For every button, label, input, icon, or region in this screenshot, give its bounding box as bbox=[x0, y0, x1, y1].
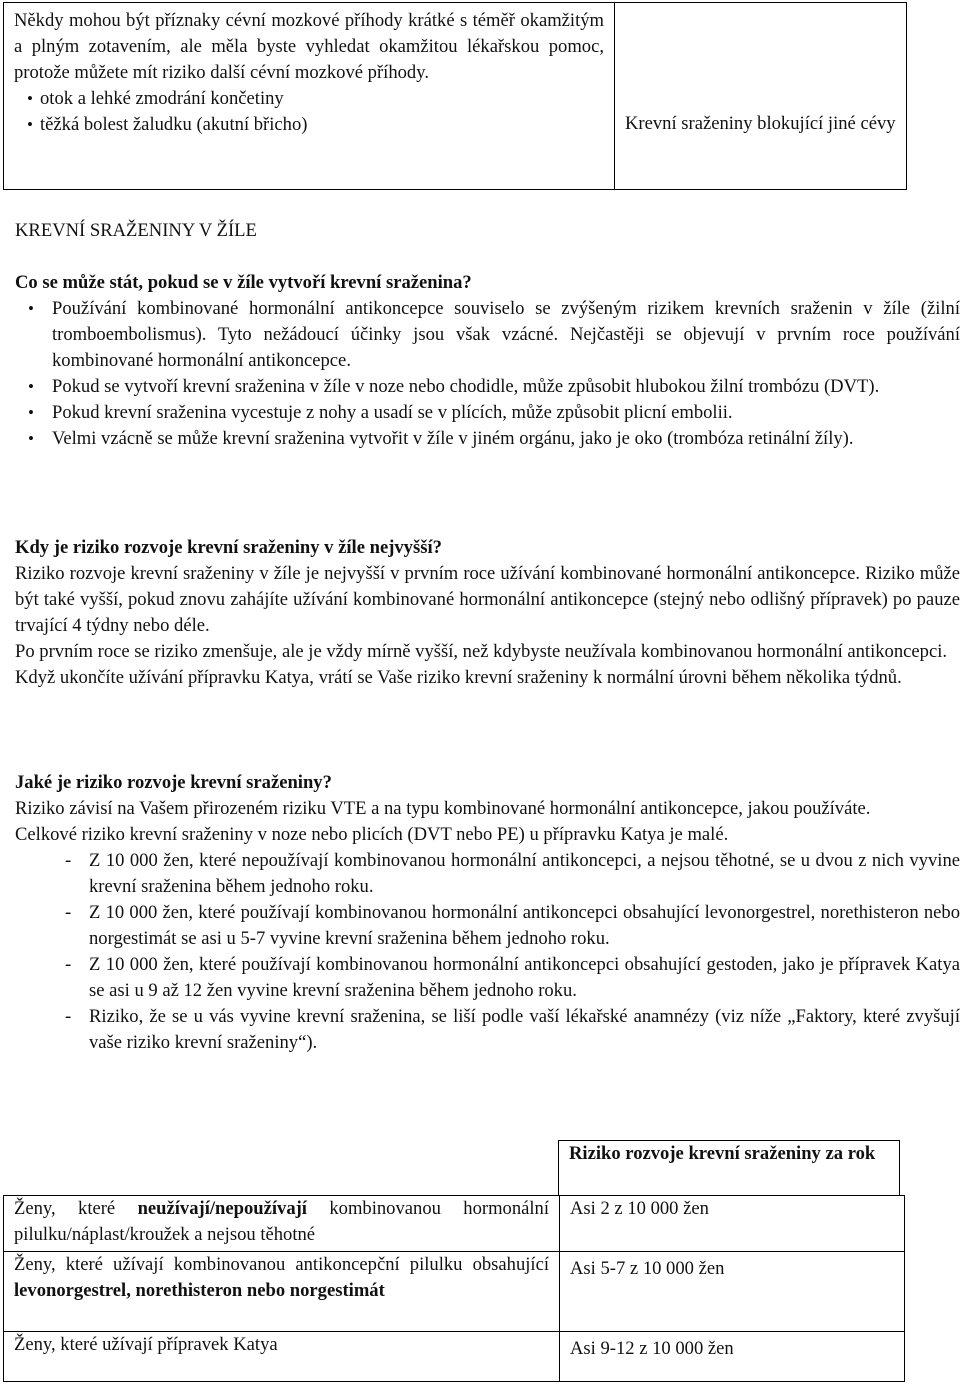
top-table-left-cell bbox=[4, 3, 615, 190]
risk-row-text: Ženy, které užívají přípravek Katya bbox=[14, 1334, 278, 1355]
risk-table bbox=[0, 1140, 960, 1388]
symptom-item: • těžká bolest žaludku (akutní břicho) bbox=[14, 112, 604, 138]
info-bullet: • Pokud krevní sraženina vycestuje z nohy a usadí se v plících, může způsobit plicní embolii. bbox=[15, 400, 960, 426]
risk-item: - Z 10 000 žen, které používají kombinovanou hormonální antikoncepci obsahující levonorgestrel, norethisteron nebo norgestimát se asi u 5-7 vyvine krevní sraženina během jednoho roku. bbox=[15, 900, 960, 952]
section-heading: Jaké je riziko rozvoje krevní sraženiny? bbox=[15, 772, 332, 793]
paragraph: Celkové riziko krevní sraženiny v noze nebo plicích (DVT nebo PE) u přípravku Katya je malé. bbox=[15, 824, 729, 845]
paragraph: Riziko závisí na Vašem přirozeném riziku VTE a na typu kombinované hormonální antikoncepce, jakou používáte. bbox=[15, 798, 871, 819]
paragraph: Když ukončíte užívání přípravku Katya, vrátí se Vaše riziko krevní sraženiny k normální úrovni během několika týdnů. bbox=[15, 667, 902, 688]
risk-row-label bbox=[4, 1252, 560, 1332]
section-when-highest bbox=[15, 535, 960, 691]
section-heading: Kdy je riziko rozvoje krevní sraženiny v žíle nejvyšší? bbox=[15, 537, 442, 558]
section-heading: Co se může stát, pokud se v žíle vytvoří krevní sraženina? bbox=[15, 272, 472, 293]
risk-row-text: kombinovanou hormonální pilulku/náplast/kroužek a nejsou těhotné bbox=[14, 1198, 550, 1245]
symptom-item: • otok a lehké zmodrání končetiny bbox=[14, 86, 604, 112]
paragraph: Po prvním roce se riziko zmenšuje, ale je vždy mírně vyšší, než kdybyste neužívala kombinovanou hormonální antikoncepci. bbox=[15, 641, 948, 662]
risk-row-emphasis: levonorgestrel, norethisteron nebo norgestimát bbox=[14, 1280, 385, 1301]
info-bullet: • Používání kombinované hormonální antikoncepce souviselo se zvýšeným rizikem krevních sraženin v žíle (žilní tromboembolismus). Tyto nežádoucí účinky jsou však vzácné. Nejčastěji se objevují v prvním roce používání kombinované hormonální antikoncepce. bbox=[15, 296, 960, 374]
risk-row-label bbox=[4, 1332, 560, 1382]
risk-row-value: Asi 2 z 10 000 žen bbox=[560, 1196, 905, 1252]
risk-row-text: Ženy, které bbox=[14, 1198, 138, 1219]
top-table-right-cell bbox=[615, 3, 907, 190]
section-title: KREVNÍ SRAŽENINY V ŽÍLE bbox=[15, 220, 257, 241]
paragraph: Riziko rozvoje krevní sraženiny v žíle je nejvyšší v prvním roce užívání kombinované hormonální antikoncepce. Riziko může být také vyšší, pokud znovu zahájíte užívání kombinované hormonální antikoncepce (stejný nebo odlišný přípravek) po pauze trvající 4 týdny nebo déle. bbox=[15, 563, 960, 636]
risk-row-value: Asi 9-12 z 10 000 žen bbox=[560, 1332, 905, 1382]
risk-item: - Riziko, že se u vás vyvine krevní sraženina, se liší podle vaší lékařské anamnézy (viz níže „Faktory, které zvyšují vaše riziko krevní sraženiny“). bbox=[15, 1004, 960, 1056]
risk-row-value: Asi 5-7 z 10 000 žen bbox=[560, 1252, 905, 1332]
risk-table-header bbox=[558, 1140, 900, 1196]
risk-row-label bbox=[4, 1196, 560, 1252]
risk-row-emphasis: neužívají/nepoužívají bbox=[137, 1198, 307, 1219]
risk-row-text: Ženy, které užívají kombinovanou antikoncepční pilulku obsahující bbox=[14, 1254, 549, 1275]
top-table bbox=[3, 2, 907, 190]
risk-header-label: Riziko rozvoje krevní sraženiny za rok bbox=[569, 1143, 876, 1164]
clot-other-vessels-text: Krevní sraženiny blokující jiné cévy bbox=[625, 113, 896, 134]
risk-item: - Z 10 000 žen, které používají kombinovanou hormonální antikoncepci obsahující gestoden, jako je přípravek Katya se asi u 9 až 12 žen vyvine krevní sraženina během jednoho roku. bbox=[15, 952, 960, 1004]
info-bullet: • Velmi vzácně se může krevní sraženina vytvořit v žíle v jiném orgánu, jako je oko (trombóza retinální žíly). bbox=[15, 426, 960, 452]
section-what-happens bbox=[15, 270, 960, 452]
info-bullet: • Pokud se vytvoří krevní sraženina v žíle v noze nebo chodidle, může způsobit hlubokou žilní trombózu (DVT). bbox=[15, 374, 960, 400]
risk-item: - Z 10 000 žen, které nepoužívají kombinovanou hormonální antikoncepci, a nejsou těhotné, se u dvou z nich vyvine krevní sraženina během jednoho roku. bbox=[15, 848, 960, 900]
stroke-warning-text: Někdy mohou být příznaky cévní mozkové příhody krátké s téměř okamžitým a plným zotavením, ale měla byste vyhledat okamžitou lékařskou pomoc, protože můžete mít riziko další cévní mozkové příhody. bbox=[14, 10, 604, 83]
section-what-risk bbox=[15, 770, 960, 1056]
